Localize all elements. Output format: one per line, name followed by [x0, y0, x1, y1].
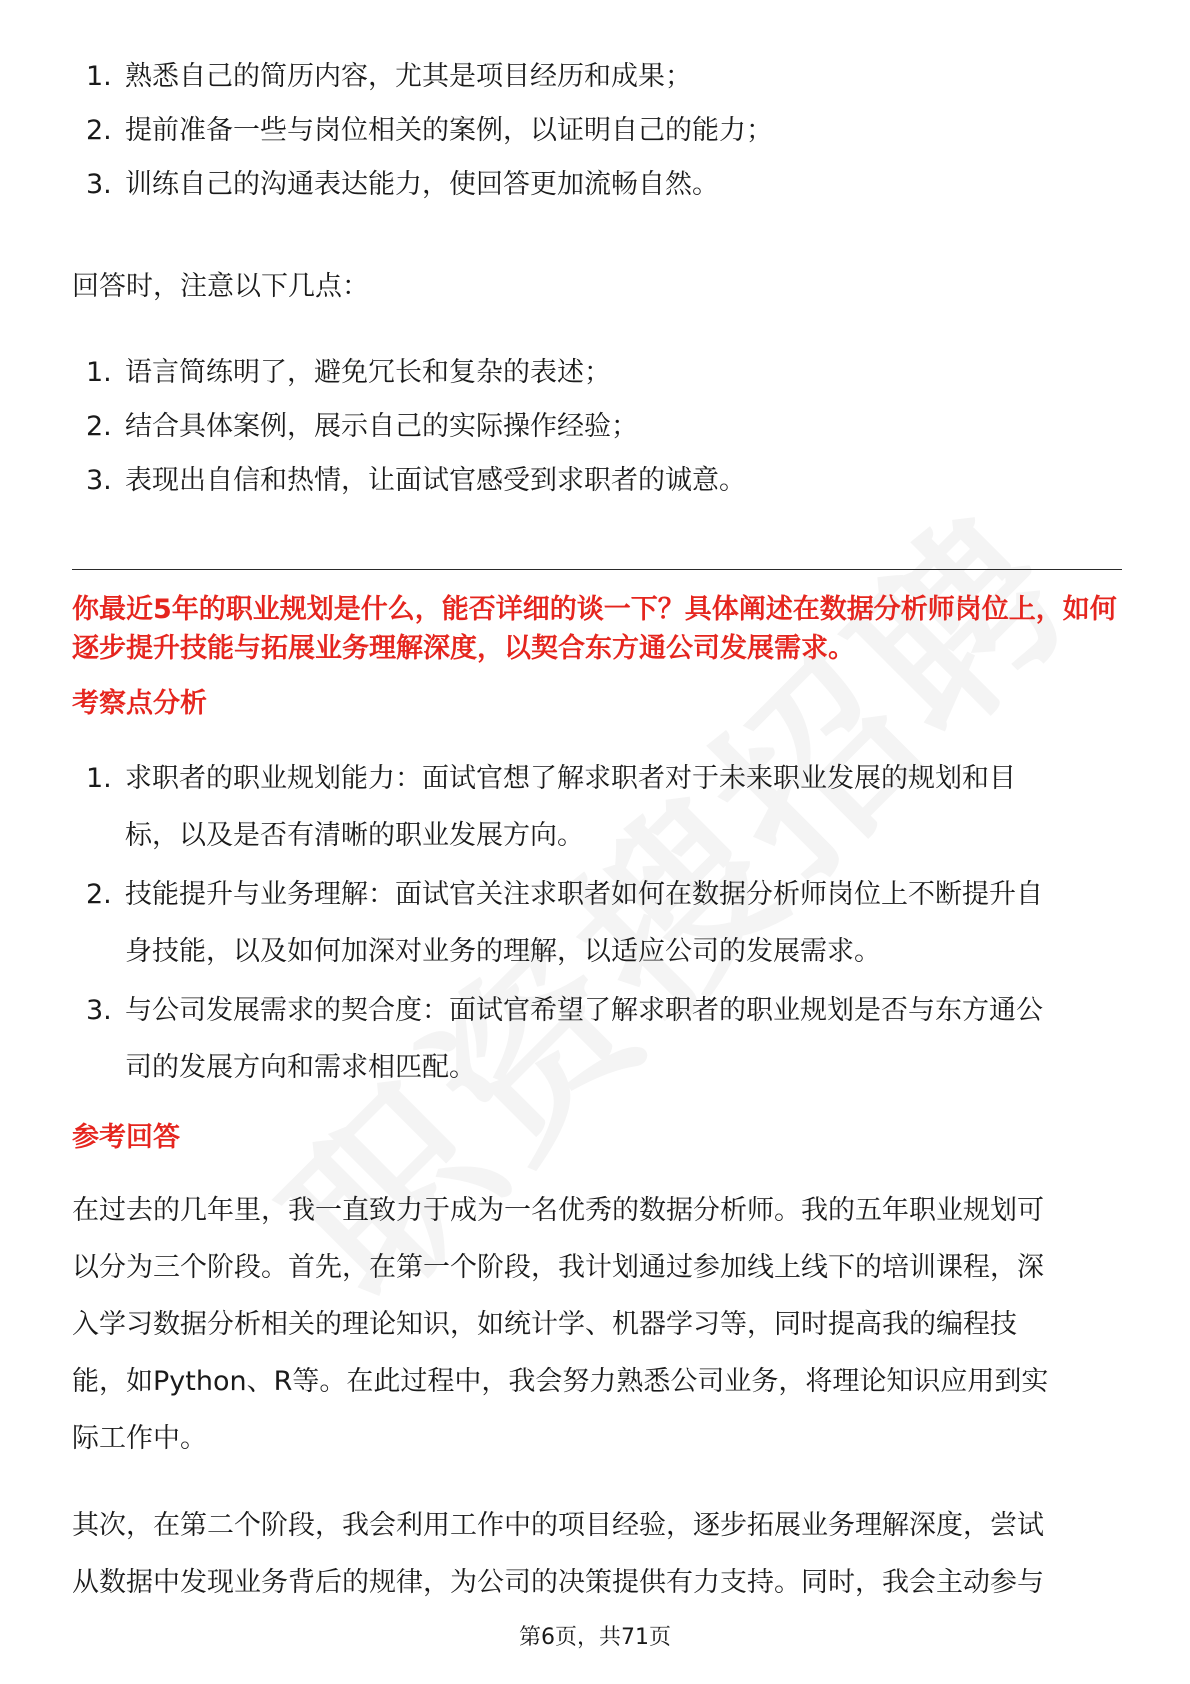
section-divider — [72, 569, 1122, 570]
list-number: 1. — [86, 357, 112, 388]
list-text-line: 技能提升与业务理解：面试官关注求职者如何在数据分析师岗位上不断提升自 — [125, 879, 1043, 910]
list-number: 3. — [86, 465, 112, 496]
list-number: 3. — [86, 995, 112, 1026]
paragraph-line: 在过去的几年里，我一直致力于成为一名优秀的数据分析师。我的五年职业规划可 — [72, 1195, 1044, 1226]
paragraph-line: 际工作中。 — [72, 1423, 207, 1454]
paragraph-line: 能，如Python、R等。在此过程中，我会努力熟悉公司业务，将理论知识应用到实 — [72, 1366, 1049, 1397]
answer-list-item — [72, 344, 1122, 401]
page-footer: 第6页，共71页 — [519, 1625, 671, 1650]
reference-paragraph — [72, 1182, 1122, 1467]
list-text-line: 求职者的职业规划能力：面试官想了解求职者对于未来职业发展的规划和目 — [125, 763, 1016, 794]
answer-list-item — [72, 452, 1122, 509]
list-number: 1. — [86, 61, 112, 92]
list-number: 2. — [86, 411, 112, 442]
list-text: 表现出自信和热情，让面试官感受到求职者的诚意。 — [125, 465, 746, 496]
prep-list-item — [72, 48, 1122, 105]
paragraph-line: 入学习数据分析相关的理论知识，如统计学、机器学习等，同时提高我的编程技 — [72, 1309, 1017, 1340]
analysis-title: 考察点分析 — [72, 688, 207, 719]
analysis-list-item — [72, 750, 1122, 864]
reference-paragraph — [72, 1497, 1122, 1611]
reference-title: 参考回答 — [72, 1122, 180, 1153]
answer-list-item — [72, 398, 1122, 455]
paragraph-line: 以分为三个阶段。首先，在第一个阶段，我计划通过参加线上线下的培训课程，深 — [72, 1252, 1044, 1283]
analysis-list-item — [72, 866, 1122, 980]
list-number: 2. — [86, 115, 112, 146]
prep-list-item — [72, 156, 1122, 213]
list-text-line: 标，以及是否有清晰的职业发展方向。 — [125, 820, 584, 851]
list-number: 3. — [86, 169, 112, 200]
list-text-line: 与公司发展需求的契合度：面试官希望了解求职者的职业规划是否与东方通公 — [125, 995, 1043, 1026]
list-text-line: 司的发展方向和需求相匹配。 — [125, 1052, 476, 1083]
answer-intro: 回答时，注意以下几点： — [72, 271, 369, 302]
analysis-list-item — [72, 982, 1122, 1096]
question-heading: 你最近5年的职业规划是什么，能否详细的谈一下？具体阐述在数据分析师岗位上，如何逐步提升技能与拓展业务理解深度，以契合东方通公司发展需求。 — [72, 594, 1117, 664]
list-text-line: 身技能，以及如何加深对业务的理解，以适应公司的发展需求。 — [125, 936, 881, 967]
paragraph-line: 从数据中发现业务背后的规律，为公司的决策提供有力支持。同时，我会主动参与 — [72, 1567, 1044, 1598]
list-number: 2. — [86, 879, 112, 910]
list-number: 1. — [86, 763, 112, 794]
list-text: 提前准备一些与岗位相关的案例，以证明自己的能力； — [125, 115, 773, 146]
prep-list-item — [72, 102, 1122, 159]
paragraph-line: 其次，在第二个阶段，我会利用工作中的项目经验，逐步拓展业务理解深度，尝试 — [72, 1510, 1044, 1541]
list-text: 训练自己的沟通表达能力，使回答更加流畅自然。 — [125, 169, 719, 200]
list-text: 结合具体案例，展示自己的实际操作经验； — [125, 411, 638, 442]
list-text: 熟悉自己的简历内容，尤其是项目经历和成果； — [125, 61, 692, 92]
list-text: 语言简练明了，避免冗长和复杂的表述； — [125, 357, 611, 388]
